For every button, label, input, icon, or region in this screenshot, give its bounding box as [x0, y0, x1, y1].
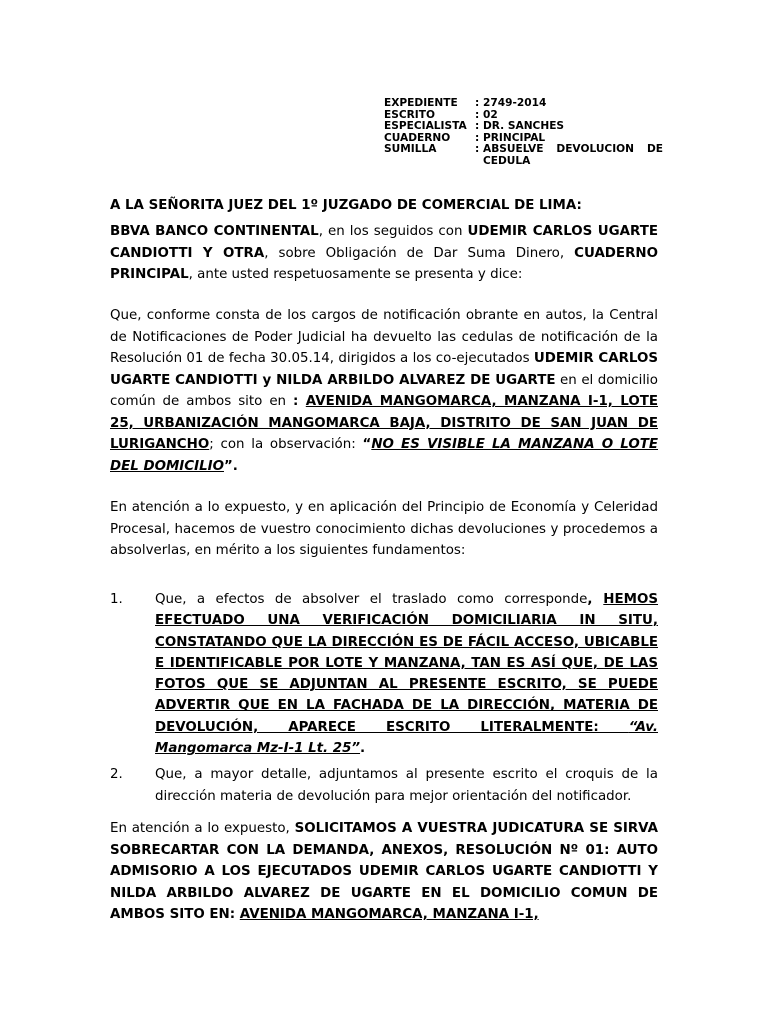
- list-number: 1.: [110, 592, 123, 607]
- plaintiff-name: BBVA BANCO CONTINENTAL: [110, 224, 319, 239]
- cuaderno-label: CUADERNO PRINCIPAL: [110, 245, 658, 282]
- quote-open: “: [362, 437, 372, 452]
- facts-text: Que, conforme consta de los cargos de notificación obrante en autos, la Central de Notificaciones de Poder Judicial ha devuelto las cedulas de notificación de la Resolución 01 de fecha 30.05.14, dirigidos a los co-ejecutados: [110, 308, 658, 366]
- quote-close: ”.: [223, 458, 238, 474]
- request-address: AVENIDA MANGOMARCA, MANZANA I-1,: [239, 907, 539, 922]
- list-text: [155, 589, 658, 759]
- domicile-address: AVENIDA MANGOMARCA, MANZANA I-1, LOTE 25, URBANIZACIÓN MANGOMARCA BAJA, DISTRITO DE SAN JUAN DE LURIGANCHO: [110, 394, 658, 452]
- attention-paragraph: En atención a lo expuesto, y en aplicación del Principio de Economía y Celeridad Procesal, hacemos de vuestro conocimiento dichas devoluciones y procedemos a absolverlas, en mérito a los siguientes fundamentos:: [110, 500, 658, 558]
- verification-statement: HEMOS EFECTUADO UNA VERIFICACIÓN DOMICILIARIA IN SITU, CONSTATANDO QUE LA DIRECCIÓN ES DE FÁCIL ACCESO, UBICABLE E IDENTIFICABLE POR LOTE Y MANZANA, TAN ES ASÍ QUE, DE LAS FOTOS QUE SE ADJUNTAN AL PRESENTE ESCRITO, SE PUEDE ADVERTIR QUE EN LA FACHADA DE LA DIRECCIÓN, MATERIA DE DEVOLUCIÓN, APARECE ESCRITO LITERALMENTE:: [155, 592, 659, 735]
- header-key: EXPEDIENTE: [384, 97, 458, 109]
- header-sep: :: [475, 120, 480, 133]
- header-value: 2749-2014: [483, 97, 547, 109]
- case-header: [384, 98, 663, 168]
- header-sep: :: [475, 97, 480, 109]
- header-value: DR. SANCHES: [483, 120, 565, 133]
- list-end: .: [360, 741, 366, 757]
- grounds-list: [110, 589, 658, 812]
- header-value: 02: [483, 108, 498, 121]
- intro-text: , sobre Obligación de Dar Suma Dinero,: [264, 245, 575, 261]
- defendants-name: UDEMIR CARLOS UGARTE CANDIOTTI Y OTRA: [110, 224, 658, 261]
- facts-colon: :: [293, 394, 306, 409]
- intro-paragraph: [110, 221, 658, 286]
- header-key: ESPECIALISTA: [384, 120, 467, 133]
- intro-text: , en los seguidos con: [318, 224, 468, 239]
- list-item: [110, 589, 658, 759]
- list-text: Que, a mayor detalle, adjuntamos al presente escrito el croquis de la dirección materia de devolución para mejor orientación del notificador.: [155, 767, 658, 804]
- header-sep: :: [475, 131, 480, 144]
- list-number: 2.: [110, 767, 123, 783]
- header-value: ABSUELVE DEVOLUCION DE: [483, 143, 663, 156]
- header-sep: :: [475, 108, 480, 121]
- co-defendants-names: UDEMIR CARLOS UGARTE CANDIOTTI y NILDA ARBILDO ALVAREZ DE UGARTE: [110, 351, 658, 388]
- header-key: SUMILLA: [384, 143, 437, 156]
- header-key: CUADERNO: [384, 131, 451, 144]
- addressee-line: A LA SEÑORITA JUEZ DEL 1º JUZGADO DE COMERCIAL DE LIMA:: [110, 198, 582, 213]
- facade-quote: “Av. Mangomarca Mz-I-1 Lt. 25”: [155, 719, 658, 757]
- list-comma: ,: [587, 592, 604, 607]
- header-value: PRINCIPAL: [483, 131, 546, 144]
- facts-text: ; con la observación:: [209, 437, 363, 452]
- header-sumilla-continuation: CEDULA: [483, 154, 531, 167]
- facts-paragraph: [110, 305, 658, 477]
- header-row-expediente: [384, 98, 663, 110]
- header-sep: :: [475, 143, 480, 156]
- list-text-plain: Que, a efectos de absolver el traslado como corresponde: [155, 592, 588, 607]
- observation-quote: NO ES VISIBLE LA MANZANA O LOTE DEL DOMICILIO: [110, 437, 659, 474]
- intro-text: , ante usted respetuosamente se presenta y dice:: [188, 267, 523, 282]
- request-text: En atención a lo expuesto,: [110, 821, 295, 836]
- request-paragraph: [110, 818, 658, 926]
- list-item: [110, 764, 658, 807]
- request-bold: SOLICITAMOS A VUESTRA JUDICATURA SE SIRVA SOBRECARTAR CON LA DEMANDA, ANEXOS, RESOLUCIÓN Nº 01: AUTO ADMISORIO A LOS EJECUTADOS UDEMIR CARLOS UGARTE CANDIOTTI Y NILDA ARBILDO ALVAREZ DE UGARTE EN EL DOMICILIO COMUN DE AMBOS SITO EN:: [110, 821, 658, 922]
- header-key: ESCRITO: [384, 108, 435, 121]
- facts-text: en el domicilio común de ambos sito en: [110, 372, 658, 409]
